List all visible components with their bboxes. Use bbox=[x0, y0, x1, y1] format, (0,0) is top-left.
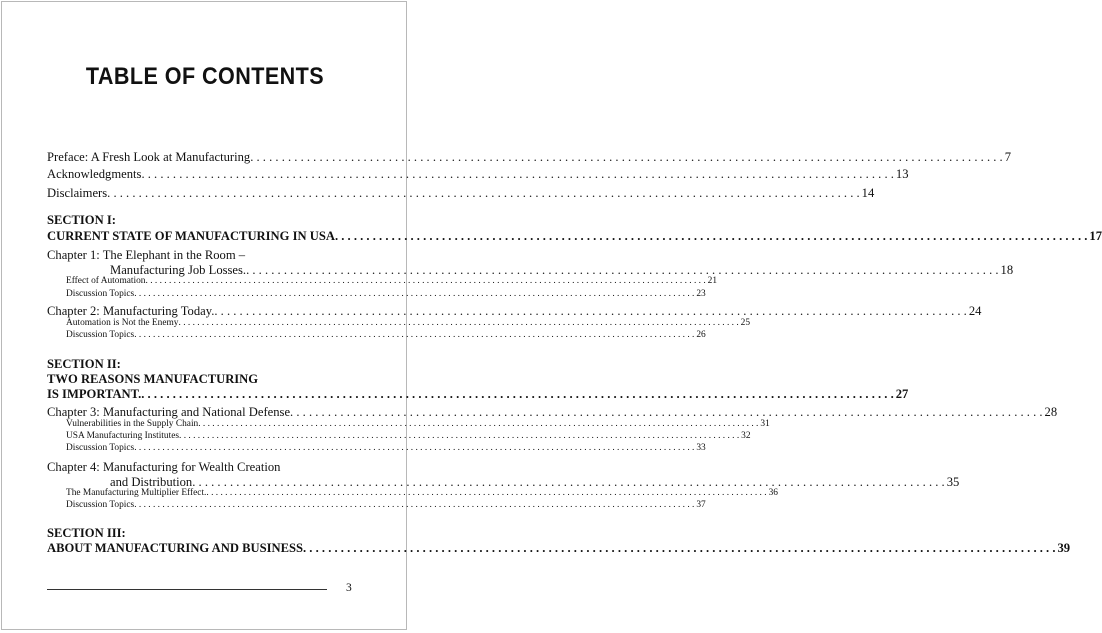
toc-entry-page: 35 bbox=[946, 475, 960, 489]
leader-dots: . . . . . . . . . . . . . . . . . . . . . . . . . . . . . . . . . . . . . . . . . . . . . . . . . . . . . . . . . . . . . . . . . . . . . . . . . . . . . . . . . . . . . . . . . . . . . . . . . . . . . . . . . . . . . . . . . . . . . . . . bbox=[141, 387, 894, 401]
toc-entry-section-1[interactable] bbox=[47, 229, 1102, 245]
toc-subentry[interactable] bbox=[66, 488, 778, 500]
toc-entry-page: 36 bbox=[768, 488, 778, 498]
toc-entry-label: Chapter 3: Manufacturing and National Defense bbox=[47, 405, 291, 419]
leader-dots: . . . . . . . . . . . . . . . . . . . . . . . . . . . . . . . . . . . . . . . . . . . . . . . . . . . . . . . . . . . . . . . . . . . . . . . . . . . . . . . . . . . . . . . . . . . . . . . . . . . . . . . . . . . . . . . . . . . . . . . . bbox=[134, 330, 695, 340]
leader-dots: . . . . . . . . . . . . . . . . . . . . . . . . . . . . . . . . . . . . . . . . . . . . . . . . . . . . . . . . . . . . . . . . . . . . . . . . . . . . . . . . . . . . . . . . . . . . . . . . . . . . . . . . . . . . . . . . . . . . . . . . bbox=[290, 405, 1043, 419]
toc-entry-label: Discussion Topics bbox=[66, 500, 135, 510]
toc-subentry[interactable] bbox=[66, 330, 706, 342]
footer-rule bbox=[47, 589, 327, 590]
toc-entry-page: 39 bbox=[1057, 541, 1071, 555]
toc-subentry[interactable] bbox=[66, 443, 706, 455]
toc-entry-label: Discussion Topics bbox=[66, 330, 135, 340]
toc-entry-label: Discussion Topics bbox=[66, 289, 135, 299]
toc-entry-label: Vulnerabilities in the Supply Chain bbox=[66, 419, 199, 429]
toc-entry-label: Automation is Not the Enemy bbox=[66, 318, 179, 328]
leader-dots: . . . . . . . . . . . . . . . . . . . . . . . . . . . . . . . . . . . . . . . . . . . . . . . . . . . . . . . . . . . . . . . . . . . . . . . . . . . . . . . . . . . . . . . . . . . . . . . . . . . . . . . . . . . . . . . . . . . . . . . . bbox=[145, 276, 706, 286]
leader-dots: . . . . . . . . . . . . . . . . . . . . . . . . . . . . . . . . . . . . . . . . . . . . . . . . . . . . . . . . . . . . . . . . . . . . . . . . . . . . . . . . . . . . . . . . . . . . . . . . . . . . . . . . . . . . . . . . . . . . . . . . bbox=[179, 431, 740, 441]
toc-entry-page: 26 bbox=[696, 330, 706, 340]
toc-entry-disclaimers[interactable] bbox=[47, 186, 875, 202]
toc-subentry[interactable] bbox=[66, 276, 718, 288]
toc-entry-page: 13 bbox=[895, 167, 909, 181]
toc-entry-page: 33 bbox=[696, 443, 706, 453]
toc-entry-section-2[interactable] bbox=[47, 387, 909, 403]
toc-entry-label: Discussion Topics bbox=[66, 443, 135, 453]
chapter-4-line-1[interactable]: Chapter 4: Manufacturing for Wealth Creation bbox=[47, 460, 281, 474]
toc-subentry[interactable] bbox=[66, 318, 751, 330]
leader-dots: . . . . . . . . . . . . . . . . . . . . . . . . . . . . . . . . . . . . . . . . . . . . . . . . . . . . . . . . . . . . . . . . . . . . . . . . . . . . . . . . . . . . . . . . . . . . . . . . . . . . . . . . . . . . . . . . . . . . . . . . bbox=[134, 443, 695, 453]
toc-entry-page: 21 bbox=[707, 276, 718, 286]
toc-entry-label: Preface: A Fresh Look at Manufacturing bbox=[47, 150, 251, 164]
leader-dots: . . . . . . . . . . . . . . . . . . . . . . . . . . . . . . . . . . . . . . . . . . . . . . . . . . . . . . . . . . . . . . . . . . . . . . . . . . . . . . . . . . . . . . . . . . . . . . . . . . . . . . . . . . . . . . . . . . . . . . . . bbox=[214, 304, 967, 318]
toc-entry-page: 7 bbox=[1004, 150, 1011, 164]
toc-entry-preface[interactable] bbox=[47, 150, 1011, 166]
toc-entry-page: 27 bbox=[895, 387, 909, 401]
toc-entry-acknowledgments[interactable] bbox=[47, 167, 909, 183]
leader-dots: . . . . . . . . . . . . . . . . . . . . . . . . . . . . . . . . . . . . . . . . . . . . . . . . . . . . . . . . . . . . . . . . . . . . . . . . . . . . . . . . . . . . . . . . . . . . . . . . . . . . . . . . . . . . . . . . . . . . . . . . bbox=[334, 229, 1088, 243]
toc-entry-label: ABOUT MANUFACTURING AND BUSINESS bbox=[47, 541, 303, 555]
toc-entry-page: 17 bbox=[1089, 229, 1102, 243]
toc-entry-label: USA Manufacturing Institutes bbox=[66, 431, 180, 441]
leader-dots: . . . . . . . . . . . . . . . . . . . . . . . . . . . . . . . . . . . . . . . . . . . . . . . . . . . . . . . . . . . . . . . . . . . . . . . . . . . . . . . . . . . . . . . . . . . . . . . . . . . . . . . . . . . . . . . . . . . . . . . . bbox=[141, 167, 894, 181]
section-2-title-line-1: TWO REASONS MANUFACTURING bbox=[47, 372, 259, 386]
toc-entry-page: 25 bbox=[740, 318, 751, 328]
toc-entry-page: 37 bbox=[696, 500, 706, 510]
toc-entry-page: 14 bbox=[861, 186, 875, 200]
toc-subentry[interactable] bbox=[66, 419, 770, 431]
section-2-number: SECTION II: bbox=[47, 357, 121, 371]
toc-entry-page: 23 bbox=[696, 289, 706, 299]
leader-dots: . . . . . . . . . . . . . . . . . . . . . . . . . . . . . . . . . . . . . . . . . . . . . . . . . . . . . . . . . . . . . . . . . . . . . . . . . . . . . . . . . . . . . . . . . . . . . . . . . . . . . . . . . . . . . . . . . . . . . . . . bbox=[246, 263, 999, 277]
leader-dots: . . . . . . . . . . . . . . . . . . . . . . . . . . . . . . . . . . . . . . . . . . . . . . . . . . . . . . . . . . . . . . . . . . . . . . . . . . . . . . . . . . . . . . . . . . . . . . . . . . . . . . . . . . . . . . . . . . . . . . . . bbox=[192, 475, 945, 489]
leader-dots: . . . . . . . . . . . . . . . . . . . . . . . . . . . . . . . . . . . . . . . . . . . . . . . . . . . . . . . . . . . . . . . . . . . . . . . . . . . . . . . . . . . . . . . . . . . . . . . . . . . . . . . . . . . . . . . . . . . . . . . . bbox=[206, 488, 767, 498]
leader-dots: . . . . . . . . . . . . . . . . . . . . . . . . . . . . . . . . . . . . . . . . . . . . . . . . . . . . . . . . . . . . . . . . . . . . . . . . . . . . . . . . . . . . . . . . . . . . . . . . . . . . . . . . . . . . . . . . . . . . . . . . bbox=[198, 419, 759, 429]
toc-entry-label: IS IMPORTANT. bbox=[47, 387, 142, 401]
toc-entry-label: Chapter 2: Manufacturing Today. bbox=[47, 304, 215, 318]
chapter-1-line-1[interactable]: Chapter 1: The Elephant in the Room – bbox=[47, 248, 246, 262]
leader-dots: . . . . . . . . . . . . . . . . . . . . . . . . . . . . . . . . . . . . . . . . . . . . . . . . . . . . . . . . . . . . . . . . . . . . . . . . . . . . . . . . . . . . . . . . . . . . . . . . . . . . . . . . . . . . . . . . . . . . . . . . bbox=[134, 500, 695, 510]
leader-dots: . . . . . . . . . . . . . . . . . . . . . . . . . . . . . . . . . . . . . . . . . . . . . . . . . . . . . . . . . . . . . . . . . . . . . . . . . . . . . . . . . . . . . . . . . . . . . . . . . . . . . . . . . . . . . . . . . . . . . . . . bbox=[303, 541, 1056, 555]
toc-subentry[interactable] bbox=[66, 431, 751, 443]
leader-dots: . . . . . . . . . . . . . . . . . . . . . . . . . . . . . . . . . . . . . . . . . . . . . . . . . . . . . . . . . . . . . . . . . . . . . . . . . . . . . . . . . . . . . . . . . . . . . . . . . . . . . . . . . . . . . . . . . . . . . . . . bbox=[250, 150, 1003, 164]
toc-entry-label: Disclaimers bbox=[47, 186, 108, 200]
toc-entry-label: The Manufacturing Multiplier Effect. bbox=[66, 488, 207, 498]
toc-entry-label: CURRENT STATE OF MANUFACTURING IN USA bbox=[47, 229, 335, 243]
toc-entry-label: and Distribution bbox=[110, 475, 193, 489]
toc-entry-page: 28 bbox=[1044, 405, 1058, 419]
leader-dots: . . . . . . . . . . . . . . . . . . . . . . . . . . . . . . . . . . . . . . . . . . . . . . . . . . . . . . . . . . . . . . . . . . . . . . . . . . . . . . . . . . . . . . . . . . . . . . . . . . . . . . . . . . . . . . . . . . . . . . . . bbox=[178, 318, 739, 328]
toc-entry-label: Effect of Automation bbox=[66, 276, 146, 286]
toc-entry-label: Acknowledgments bbox=[47, 167, 142, 181]
toc-entry-label: Manufacturing Job Losses. bbox=[110, 263, 247, 277]
toc-entry-page: 18 bbox=[1000, 263, 1014, 277]
toc-subentry[interactable] bbox=[66, 500, 706, 512]
section-1-number: SECTION I: bbox=[47, 213, 116, 227]
toc-entry-page: 24 bbox=[968, 304, 982, 318]
page-number: 3 bbox=[346, 582, 352, 594]
toc-entry-page: 31 bbox=[760, 419, 770, 429]
leader-dots: . . . . . . . . . . . . . . . . . . . . . . . . . . . . . . . . . . . . . . . . . . . . . . . . . . . . . . . . . . . . . . . . . . . . . . . . . . . . . . . . . . . . . . . . . . . . . . . . . . . . . . . . . . . . . . . . . . . . . . . . bbox=[107, 186, 860, 200]
toc-entry-page: 32 bbox=[741, 431, 751, 441]
section-3-number: SECTION III: bbox=[47, 526, 126, 540]
toc-entry-section-3[interactable] bbox=[47, 541, 1071, 557]
page-title: TABLE OF CONTENTS bbox=[85, 63, 325, 90]
toc-subentry[interactable] bbox=[66, 289, 706, 301]
leader-dots: . . . . . . . . . . . . . . . . . . . . . . . . . . . . . . . . . . . . . . . . . . . . . . . . . . . . . . . . . . . . . . . . . . . . . . . . . . . . . . . . . . . . . . . . . . . . . . . . . . . . . . . . . . . . . . . . . . . . . . . . bbox=[134, 289, 695, 299]
